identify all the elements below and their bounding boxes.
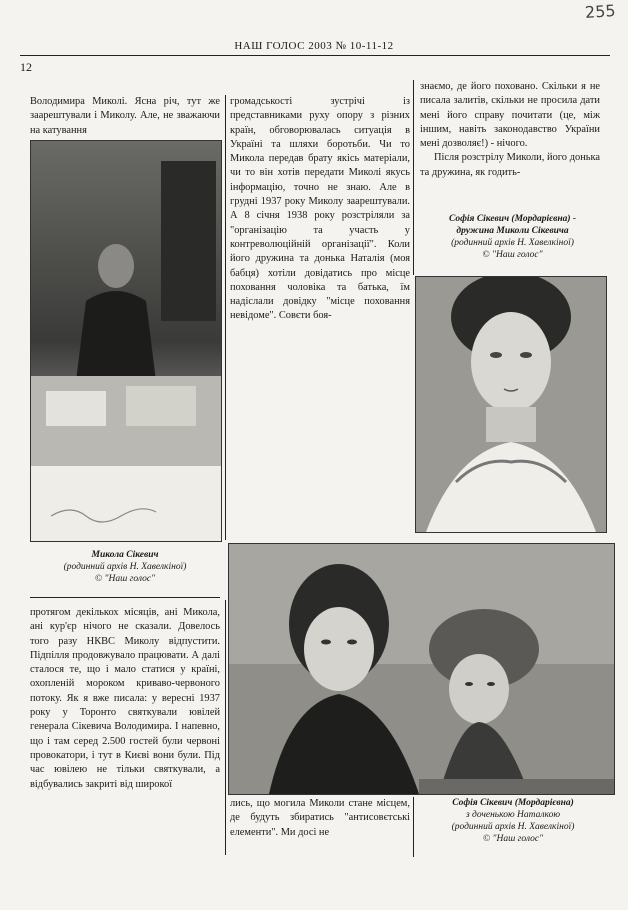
column-2-bottom-text [230, 797, 410, 840]
caption-copyright: © "Наш голос" [94, 574, 156, 584]
paragraph: громадськості зустрічі із представниками руху опору з різних країн, обговорювалась ситуація в Україні та шляхи боротьби. Чи то Микола передав брату якісь матеріали, чи то він хотів передати Миколі якусь інформацію, точно не знаю. Але в грудні 1937 року Миколу заарештували. А 8 січня 1938 року розстріляли за "організацію та участь у контреволюційній організації". Коли його дружина та донька Наталія (моя бабця) хотіли довідатись про місце поховання чоловіка та батька, їм надіслали довідку "місце поховання невідоме". Совєти боя- [230, 96, 410, 322]
caption-name: Микола Сікевич [91, 550, 159, 560]
caption-source: (родинний архів Н. Хавелкіної) [63, 562, 187, 572]
column-1-bottom-text [30, 606, 220, 792]
column-rule [413, 80, 414, 275]
section-rule [30, 597, 220, 598]
caption-name: Софія Сікевич (Мордарієвна) [452, 798, 574, 808]
handwritten-page-number: 255 [584, 0, 617, 23]
column-1-top-text [30, 95, 220, 138]
caption-source: (родинний архів Н. Хавелкіної) [451, 238, 574, 248]
caption-subtitle: з доченькою Наталкою [465, 810, 561, 820]
column-3-top-text [420, 80, 600, 180]
photo-mykola-caption [30, 549, 220, 585]
photo-sofia-caption [420, 213, 605, 261]
photo-sofia-with-daughter [228, 543, 615, 795]
column-rule [225, 600, 226, 855]
column-rule [413, 797, 414, 857]
photo-mykola-at-desk [30, 140, 222, 542]
photo-sofia-portrait [415, 276, 607, 533]
paragraph: знаємо, де його поховано. Скільки я не писала залитів, скільки не просила дати мені його справу почитати (це, між іншим, навіть законодавство України мені дозволяє!) - нічого. [420, 81, 600, 150]
column-2-top-text [230, 95, 410, 324]
paragraph: Володимира Миколі. Ясна річ, тут же заарештували і Миколу. Але, не зважаючи на катування [30, 96, 220, 136]
caption-copyright: © "Наш голос" [482, 250, 543, 260]
caption-name: Софія Сікевич (Мордарієвна) - [448, 214, 577, 224]
paragraph: Після розстрілу Миколи, його донька та дружина, як годить- [420, 152, 600, 178]
caption-copyright: © "Наш голос" [482, 834, 544, 844]
column-rule [225, 95, 226, 540]
caption-source: (родинний архів Н. Хавелкіної) [451, 822, 575, 832]
paragraph: лись, що могила Миколи стане місцем, де будуть збиратись "антисовєтські елементи". Ми досі не [230, 798, 410, 838]
portrait-photo-image [31, 141, 221, 541]
caption-subtitle: дружина Миколи Сікевича [456, 226, 569, 236]
page-number: 12 [20, 60, 32, 74]
portrait-photo-image [229, 544, 614, 794]
paragraph: протягом декількох місяців, ані Микола, ані кур'єр нічого не сказали. Довелось того разу НКВС Миколу відпустити. Підпілля продовжувало працювати. А далі сталося те, що і мало статися у країні, охопленій мороком криваво-червоного потоку. Як я вже писала: у вересні 1937 року у Торонто святкували ювілей генерала Сікевича Володимира. І напевно, що і там серед 2.500 гостей були червоні провокатори, і тут в Києві вони були. Під час ювілею не тільки святкували, а відбувались закриті від широкої [30, 607, 220, 790]
photo-sofia-daughter-caption [418, 797, 608, 845]
header-rule [20, 55, 610, 56]
page-header: НАШ ГОЛОС 2003 № 10-11-12 [234, 40, 394, 52]
portrait-photo-image [416, 277, 606, 532]
